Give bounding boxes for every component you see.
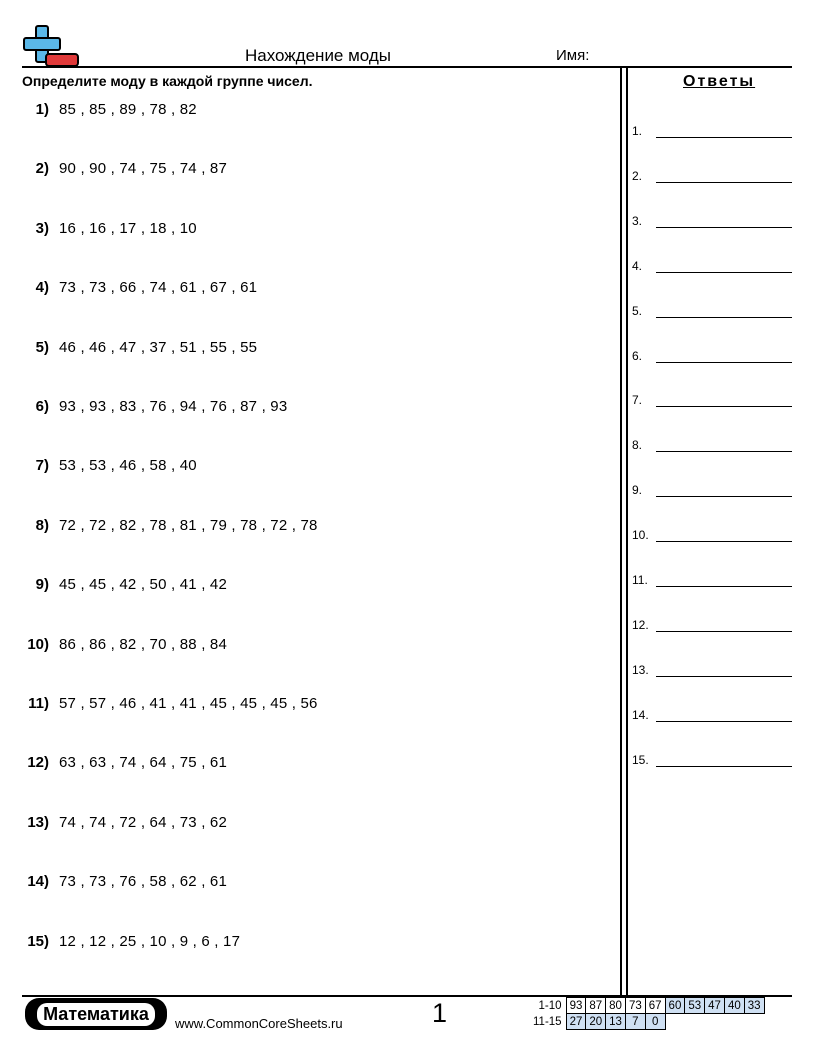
answer-blank[interactable] xyxy=(656,451,792,452)
answer-number: 7. xyxy=(632,393,643,408)
answer-key-empty xyxy=(724,1014,744,1030)
answer-blank[interactable] xyxy=(656,631,792,632)
problem-numbers: 72 , 72 , 82 , 78 , 81 , 79 , 78 , 72 , 78 xyxy=(59,516,318,534)
problem-item xyxy=(22,101,197,121)
answer-key-score: 80 xyxy=(606,998,626,1014)
problem-numbers: 53 , 53 , 46 , 58 , 40 xyxy=(59,457,197,475)
answer-blank[interactable] xyxy=(656,272,792,273)
plus-minus-logo-icon xyxy=(22,24,80,68)
answer-blank[interactable] xyxy=(656,541,792,542)
answer-row xyxy=(632,481,792,497)
problem-number: 11) xyxy=(28,695,49,712)
answer-key-score: 87 xyxy=(586,998,606,1014)
answer-key-empty xyxy=(744,1014,764,1030)
problem-numbers: 12 , 12 , 25 , 10 , 9 , 6 , 17 xyxy=(59,932,241,950)
header-divider xyxy=(22,66,792,68)
answer-key-score: 20 xyxy=(586,1014,606,1030)
problem-number: 4) xyxy=(35,279,49,297)
answer-number: 2. xyxy=(632,168,643,183)
problem-number: 1) xyxy=(35,101,49,118)
answer-number: 12. xyxy=(632,617,649,632)
problem-numbers: 90 , 90 , 74 , 75 , 74 , 87 xyxy=(59,160,228,178)
answer-blank[interactable] xyxy=(656,227,792,228)
answer-number: 13. xyxy=(632,662,649,677)
answer-key-range: 11-15 xyxy=(533,1015,562,1028)
answers-title: Ответы xyxy=(683,73,756,90)
answer-number: 14. xyxy=(632,707,649,722)
problem-numbers: 46 , 46 , 47 , 37 , 51 , 55 , 55 xyxy=(59,338,258,356)
answer-row xyxy=(632,436,792,452)
answer-key-score: 47 xyxy=(705,998,725,1014)
problem-numbers: 73 , 73 , 76 , 58 , 62 , 61 xyxy=(59,873,228,891)
instructions: Определите моду в каждой группе чисел. xyxy=(22,73,313,89)
problem-number: 14) xyxy=(27,873,49,891)
problem-item xyxy=(22,457,197,477)
answer-key-row xyxy=(530,998,764,1014)
answer-blank[interactable] xyxy=(656,317,792,318)
problem-item xyxy=(22,754,227,774)
answer-row xyxy=(632,571,792,587)
answer-key-score: 67 xyxy=(645,998,665,1014)
problem-numbers: 57 , 57 , 46 , 41 , 41 , 45 , 45 , 45 , 56 xyxy=(59,695,318,712)
problem-numbers: 85 , 85 , 89 , 78 , 82 xyxy=(59,101,197,118)
problem-item xyxy=(22,576,227,596)
problem-number: 7) xyxy=(35,457,49,475)
answer-row xyxy=(632,212,792,228)
brand-badge xyxy=(25,998,167,1030)
answer-row xyxy=(632,167,792,183)
problem-numbers: 63 , 63 , 74 , 64 , 75 , 61 xyxy=(59,754,228,772)
problem-item xyxy=(22,636,227,656)
problem-item xyxy=(22,398,287,418)
answer-key-row xyxy=(530,1014,764,1030)
answer-number: 6. xyxy=(632,348,643,363)
problem-number: 6) xyxy=(35,398,49,415)
answer-key-score: 33 xyxy=(744,998,764,1014)
problem-number: 2) xyxy=(35,160,49,178)
problem-item xyxy=(22,814,227,834)
answer-blank[interactable] xyxy=(656,182,792,183)
answer-blank[interactable] xyxy=(656,362,792,363)
answer-number: 9. xyxy=(632,483,643,498)
answer-number: 15. xyxy=(632,752,649,767)
answer-key-empty xyxy=(665,1014,685,1030)
answer-row xyxy=(632,661,792,677)
site-url: www.CommonCoreSheets.ru xyxy=(175,1016,343,1031)
answer-row xyxy=(632,302,792,318)
answer-row xyxy=(632,257,792,273)
problem-number: 10) xyxy=(27,635,49,653)
column-divider xyxy=(620,68,628,996)
answer-blank[interactable] xyxy=(656,137,792,138)
answer-number: 1. xyxy=(632,124,643,138)
problem-number: 15) xyxy=(27,932,49,950)
problem-item xyxy=(22,517,318,537)
answer-row xyxy=(632,616,792,632)
problem-numbers: 74 , 74 , 72 , 64 , 73 , 62 xyxy=(59,813,228,831)
answer-blank[interactable] xyxy=(656,406,792,407)
answer-row xyxy=(632,391,792,407)
problem-item xyxy=(22,339,257,359)
problem-number: 8) xyxy=(35,516,49,534)
answer-key-score: 7 xyxy=(625,1014,645,1030)
answer-row xyxy=(632,122,792,138)
problem-number: 9) xyxy=(35,576,49,594)
answer-number: 3. xyxy=(632,213,643,228)
brand-label: Математика xyxy=(37,1003,155,1026)
answer-number: 11. xyxy=(632,573,648,587)
answer-blank[interactable] xyxy=(656,496,792,497)
answer-key-score: 93 xyxy=(566,998,586,1014)
problem-item xyxy=(22,160,227,180)
problem-numbers: 16 , 16 , 17 , 18 , 10 xyxy=(59,219,197,237)
answer-blank[interactable] xyxy=(656,586,792,587)
problem-number: 13) xyxy=(27,813,49,831)
page-number: 1 xyxy=(432,998,448,1028)
problem-number: 3) xyxy=(35,219,49,237)
problem-item xyxy=(22,279,257,299)
answer-key-score: 40 xyxy=(724,998,744,1014)
answer-key-score: 53 xyxy=(685,998,705,1014)
name-label: Имя: xyxy=(556,47,590,64)
answer-row xyxy=(632,751,792,767)
worksheet-title: Нахождение моды xyxy=(245,46,392,65)
answer-key-score: 73 xyxy=(625,998,645,1014)
problem-item xyxy=(22,933,240,953)
answer-blank[interactable] xyxy=(656,721,792,722)
problem-number: 5) xyxy=(35,338,49,356)
answer-key-score: 60 xyxy=(665,998,685,1014)
answer-row xyxy=(632,706,792,722)
answer-key-score: 0 xyxy=(645,1014,665,1030)
answer-key-range: 1-10 xyxy=(538,999,562,1012)
problem-item xyxy=(22,220,197,240)
answer-key-score: 13 xyxy=(606,1014,626,1030)
answer-number: 5. xyxy=(632,303,643,318)
answer-key-table xyxy=(530,997,765,1030)
problem-numbers: 93 , 93 , 83 , 76 , 94 , 76 , 87 , 93 xyxy=(59,398,288,415)
answer-row xyxy=(632,347,792,363)
problem-item xyxy=(22,695,318,715)
problem-numbers: 86 , 86 , 82 , 70 , 88 , 84 xyxy=(59,635,228,653)
answer-number: 10. xyxy=(632,528,649,543)
answer-row xyxy=(632,526,792,542)
problem-item xyxy=(22,873,227,893)
answer-number: 8. xyxy=(632,438,643,453)
problem-numbers: 73 , 73 , 66 , 74 , 61 , 67 , 61 xyxy=(59,279,258,297)
answer-blank[interactable] xyxy=(656,766,792,767)
answer-blank[interactable] xyxy=(656,676,792,677)
answer-key-score: 27 xyxy=(566,1014,586,1030)
problem-number: 12) xyxy=(27,754,49,772)
problem-numbers: 45 , 45 , 42 , 50 , 41 , 42 xyxy=(59,576,228,594)
answer-key-empty xyxy=(705,1014,725,1030)
answer-number: 4. xyxy=(632,258,643,273)
answer-key-empty xyxy=(685,1014,705,1030)
